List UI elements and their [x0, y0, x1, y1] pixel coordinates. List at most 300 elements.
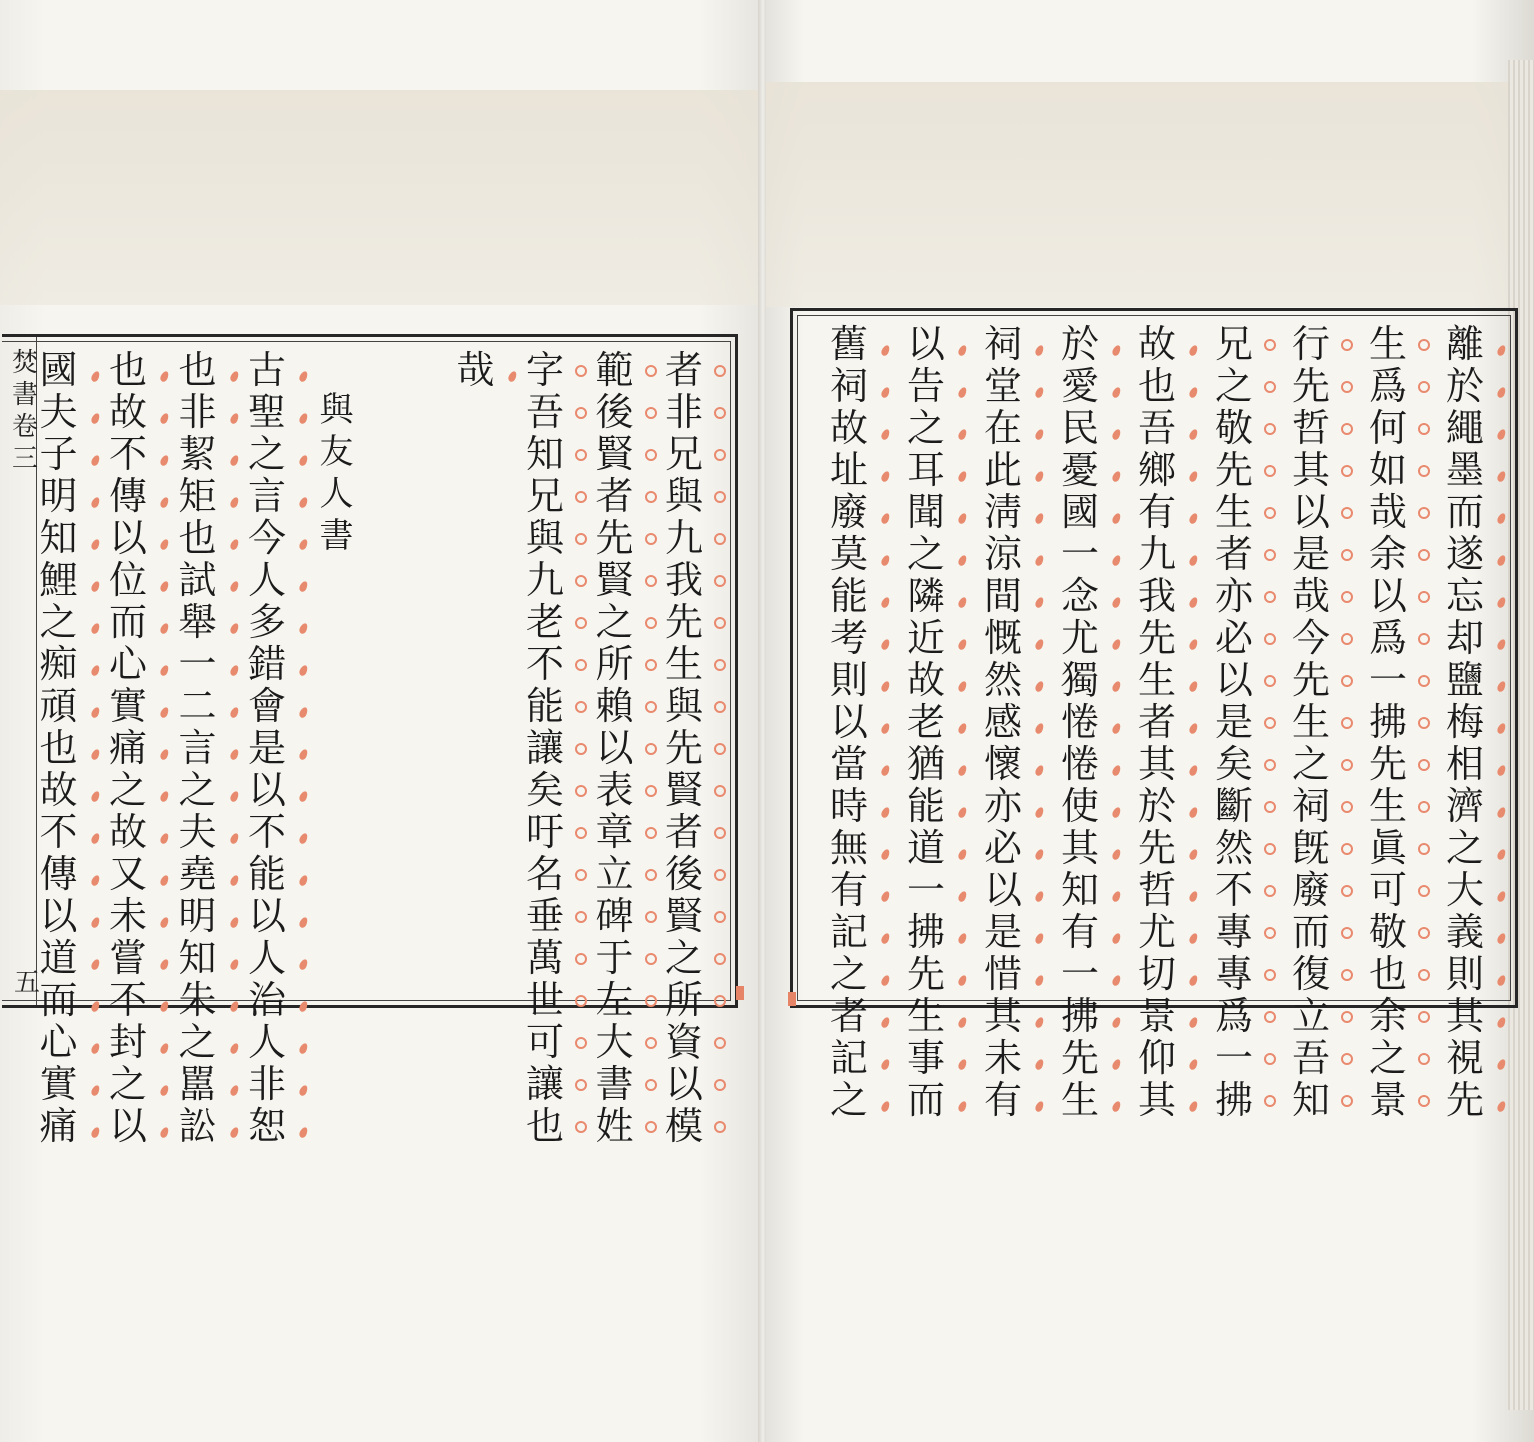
text-char: 兄	[1212, 325, 1256, 367]
text-char: 故	[106, 393, 150, 435]
text-char: 廢	[827, 493, 871, 535]
text-char: 哲	[1289, 409, 1333, 451]
text-char: 以	[1366, 577, 1410, 619]
text-char: 懷	[981, 745, 1025, 787]
text-char: 以	[827, 703, 871, 745]
text-char: 近	[904, 619, 948, 661]
text-char	[315, 351, 359, 393]
text-char: 會	[245, 687, 289, 729]
text-char: 何	[1366, 409, 1410, 451]
text-char: 先	[662, 729, 706, 771]
text-char: 必	[1212, 619, 1256, 661]
text-char: 故	[37, 771, 81, 813]
text-char: 我	[662, 561, 706, 603]
text-char: 其	[1135, 745, 1179, 787]
text-char: 使	[1058, 787, 1102, 829]
text-char: 而	[1289, 913, 1333, 955]
text-column	[1212, 322, 1256, 1123]
text-char: 於	[1058, 325, 1102, 367]
text-char: 者	[1135, 703, 1179, 745]
text-char: 以	[662, 1065, 706, 1107]
text-char: 則	[1443, 955, 1487, 997]
text-char: 實	[37, 1065, 81, 1107]
text-char: 知	[1058, 871, 1102, 913]
text-char: 先	[1058, 1039, 1102, 1081]
text-char: 不	[106, 981, 150, 1023]
text-char: 隣	[904, 577, 948, 619]
text-char: 先	[662, 603, 706, 645]
text-char: 斷	[1212, 787, 1256, 829]
text-char: 賢	[662, 771, 706, 813]
text-char: 於	[1443, 367, 1487, 409]
text-column	[176, 348, 220, 1149]
text-char: 心	[106, 645, 150, 687]
text-char: 也	[1135, 367, 1179, 409]
text-char: 之	[106, 771, 150, 813]
text-char: 能	[523, 687, 567, 729]
text-char: 封	[106, 1023, 150, 1065]
text-char: 其	[1289, 451, 1333, 493]
text-char: 一	[1212, 1039, 1256, 1081]
text-char: 之	[904, 409, 948, 451]
text-char: 讓	[523, 729, 567, 771]
center-title-char: 三	[12, 444, 39, 474]
text-char: 生	[1212, 493, 1256, 535]
text-char: 涼	[981, 535, 1025, 577]
text-char: 書	[319, 516, 354, 556]
left-page	[0, 0, 760, 1442]
text-char: 不	[1212, 871, 1256, 913]
text-char: 是	[981, 913, 1025, 955]
text-char: 實	[106, 687, 150, 729]
text-char: 先	[1289, 661, 1333, 703]
text-char: 無	[827, 829, 871, 871]
text-char: 朱	[176, 981, 220, 1023]
text-char: 絜	[176, 435, 220, 477]
text-char: 惓	[1058, 745, 1102, 787]
text-char: 人	[245, 561, 289, 603]
text-char: 子	[37, 435, 81, 477]
text-char: 先	[593, 519, 637, 561]
text-char: 與	[319, 390, 354, 430]
text-char: 惓	[1058, 703, 1102, 745]
block-center-title	[12, 342, 39, 474]
text-char: 莫	[827, 535, 871, 577]
text-char: 亦	[981, 787, 1025, 829]
text-char: 之	[1212, 367, 1256, 409]
text-char: 亦	[1212, 577, 1256, 619]
text-char: 敬	[1366, 913, 1410, 955]
text-char: 聞	[904, 493, 948, 535]
text-column	[315, 351, 359, 561]
text-char: 先	[1289, 367, 1333, 409]
text-column	[827, 322, 871, 1123]
text-char: 名	[523, 855, 567, 897]
text-char: 有	[981, 1081, 1025, 1123]
text-char: 切	[1135, 955, 1179, 997]
text-char: 非	[245, 1065, 289, 1107]
right-page-frame	[790, 308, 1518, 1122]
text-char: 傳	[106, 477, 150, 519]
text-char: 生	[1366, 787, 1410, 829]
text-char: 慨	[981, 619, 1025, 661]
text-char: 記	[827, 1039, 871, 1081]
text-char: 九	[1135, 535, 1179, 577]
text-char: 範	[593, 351, 637, 393]
text-char: 繩	[1443, 409, 1487, 451]
text-char: 心	[37, 1023, 81, 1065]
text-char: 痛	[37, 1107, 81, 1149]
text-char: 者	[1212, 535, 1256, 577]
text-char: 知	[523, 435, 567, 477]
text-char: 明	[37, 477, 81, 519]
text-char: 立	[1289, 997, 1333, 1039]
text-char: 淸	[981, 493, 1025, 535]
text-char: 能	[827, 577, 871, 619]
text-char: 讓	[523, 1065, 567, 1107]
text-char: 然	[1212, 829, 1256, 871]
text-char: 九	[523, 561, 567, 603]
text-char: 鹽	[1443, 661, 1487, 703]
text-char: 之	[245, 435, 289, 477]
text-char: 則	[827, 661, 871, 703]
text-char: 先	[1212, 451, 1256, 493]
text-char: 明	[176, 897, 220, 939]
red-mark	[788, 992, 796, 1006]
text-char: 惜	[981, 955, 1025, 997]
text-char: 念	[1058, 577, 1102, 619]
text-char: 者	[593, 477, 637, 519]
text-char: 也	[37, 729, 81, 771]
text-char: 老	[904, 703, 948, 745]
text-char: 而	[37, 981, 81, 1023]
text-column	[981, 322, 1025, 1123]
text-column	[1058, 322, 1102, 1123]
text-char: 一	[176, 645, 220, 687]
text-char: 故	[1135, 325, 1179, 367]
text-char: 哲	[1135, 871, 1179, 913]
text-column	[1443, 322, 1487, 1123]
text-char: 之	[37, 603, 81, 645]
text-char: 於	[1135, 787, 1179, 829]
text-column	[106, 348, 150, 1149]
text-char: 吁	[523, 813, 567, 855]
text-char: 有	[1135, 493, 1179, 535]
text-char: 治	[245, 981, 289, 1023]
text-char: 其	[1058, 829, 1102, 871]
text-char: 爲	[1366, 367, 1410, 409]
text-char: 有	[827, 871, 871, 913]
text-column	[1366, 322, 1410, 1123]
text-char: 其	[1135, 1081, 1179, 1123]
text-char: 者	[827, 997, 871, 1039]
text-char: 書	[593, 1065, 637, 1107]
text-char: 堂	[981, 367, 1025, 409]
text-column	[37, 348, 81, 1149]
text-char: 離	[1443, 325, 1487, 367]
text-column	[454, 348, 498, 393]
text-char: 生	[1366, 325, 1410, 367]
text-char: 字	[523, 351, 567, 393]
text-char: 也	[176, 351, 220, 393]
text-char: 而	[1443, 493, 1487, 535]
text-char: 憂	[1058, 451, 1102, 493]
text-char: 未	[106, 897, 150, 939]
text-char: 愛	[1058, 367, 1102, 409]
text-char: 生	[904, 997, 948, 1039]
text-char: 道	[904, 829, 948, 871]
text-char: 與	[662, 477, 706, 519]
text-char: 碑	[593, 897, 637, 939]
text-column	[1289, 322, 1333, 1123]
text-char: 矣	[523, 771, 567, 813]
text-char: 矩	[176, 477, 220, 519]
text-char: 一	[1058, 955, 1102, 997]
text-char: 也	[106, 351, 150, 393]
text-char: 資	[662, 1023, 706, 1065]
text-char: 古	[245, 351, 289, 393]
text-char: 之	[176, 1023, 220, 1065]
text-char: 間	[981, 577, 1025, 619]
text-char: 國	[37, 351, 81, 393]
text-char: 之	[106, 1065, 150, 1107]
text-char: 其	[1443, 997, 1487, 1039]
text-char: 先	[1135, 829, 1179, 871]
text-char: 世	[523, 981, 567, 1023]
text-char: 行	[1289, 325, 1333, 367]
text-column	[904, 322, 948, 1123]
text-char: 所	[593, 645, 637, 687]
text-char: 以	[1212, 661, 1256, 703]
text-column	[662, 348, 706, 1149]
text-char: 賢	[593, 561, 637, 603]
text-char: 祠	[827, 367, 871, 409]
text-char: 者	[662, 351, 706, 393]
text-char: 以	[106, 519, 150, 561]
text-char: 址	[827, 451, 871, 493]
text-char: 吾	[1289, 1039, 1333, 1081]
text-char: 爲	[1212, 997, 1256, 1039]
text-char: 傳	[37, 855, 81, 897]
text-char: 一	[1058, 535, 1102, 577]
text-char: 之	[662, 939, 706, 981]
text-char: 耳	[904, 451, 948, 493]
text-char: 痛	[106, 729, 150, 771]
text-char: 是	[1289, 535, 1333, 577]
text-char: 夫	[37, 393, 81, 435]
text-char: 其	[981, 997, 1025, 1039]
text-char: 萬	[523, 939, 567, 981]
text-char: 未	[981, 1039, 1025, 1081]
text-char: 矣	[1212, 745, 1256, 787]
text-char: 故	[106, 813, 150, 855]
text-char: 如	[1366, 451, 1410, 493]
text-char: 賢	[593, 435, 637, 477]
text-char: 嚚	[176, 1065, 220, 1107]
text-char: 梅	[1443, 703, 1487, 745]
text-char: 之	[827, 1081, 871, 1123]
text-char: 事	[904, 1039, 948, 1081]
text-char: 知	[176, 939, 220, 981]
text-char: 民	[1058, 409, 1102, 451]
text-char: 之	[1366, 1039, 1410, 1081]
text-char: 以	[245, 771, 289, 813]
text-char: 遂	[1443, 535, 1487, 577]
text-char: 賴	[593, 687, 637, 729]
text-char: 錯	[245, 645, 289, 687]
text-char: 哉	[1366, 493, 1410, 535]
text-char: 兄	[523, 477, 567, 519]
text-char: 之	[827, 955, 871, 997]
text-char: 拂	[904, 913, 948, 955]
text-char: 今	[245, 519, 289, 561]
text-char: 賢	[662, 897, 706, 939]
text-char: 非	[176, 393, 220, 435]
paper-stain	[766, 82, 1534, 307]
text-char: 又	[106, 855, 150, 897]
text-char: 仰	[1135, 1039, 1179, 1081]
text-char: 猶	[904, 745, 948, 787]
text-char: 祠	[981, 325, 1025, 367]
text-char: 也	[1366, 955, 1410, 997]
text-char: 專	[1212, 913, 1256, 955]
text-char: 鄉	[1135, 451, 1179, 493]
text-char: 是	[1212, 703, 1256, 745]
text-char: 位	[106, 561, 150, 603]
text-char: 言	[176, 729, 220, 771]
text-char: 拂	[1366, 703, 1410, 745]
text-char: 者	[662, 813, 706, 855]
text-char: 也	[523, 1107, 567, 1149]
text-char: 所	[662, 981, 706, 1023]
text-char: 以	[245, 897, 289, 939]
text-char: 爲	[1366, 619, 1410, 661]
text-char: 試	[176, 561, 220, 603]
text-char: 拂	[1058, 997, 1102, 1039]
text-char: 恕	[245, 1107, 289, 1149]
text-char: 之	[1289, 745, 1333, 787]
text-char: 以	[593, 729, 637, 771]
text-char: 人	[245, 1023, 289, 1065]
text-char: 垂	[523, 897, 567, 939]
text-char: 九	[662, 519, 706, 561]
text-char: 專	[1212, 955, 1256, 997]
text-char: 哉	[1289, 577, 1333, 619]
text-char: 二	[176, 687, 220, 729]
text-char: 國	[1058, 493, 1102, 535]
right-page	[766, 0, 1534, 1442]
text-char: 老	[523, 603, 567, 645]
text-char: 祠	[1289, 787, 1333, 829]
text-char: 之	[593, 603, 637, 645]
text-column	[593, 348, 637, 1149]
text-char: 先	[1443, 1081, 1487, 1123]
text-char: 旣	[1289, 829, 1333, 871]
text-char: 模	[662, 1107, 706, 1149]
text-char: 以	[904, 325, 948, 367]
text-char: 知	[37, 519, 81, 561]
text-char: 夫	[176, 813, 220, 855]
text-char: 聖	[245, 393, 289, 435]
text-char: 道	[37, 939, 81, 981]
text-char: 之	[904, 535, 948, 577]
text-char: 余	[1366, 535, 1410, 577]
text-char: 先	[904, 955, 948, 997]
text-char: 考	[827, 619, 871, 661]
text-char: 與	[523, 519, 567, 561]
text-char: 頑	[37, 687, 81, 729]
text-char: 不	[523, 645, 567, 687]
text-char: 嘗	[106, 939, 150, 981]
text-char: 鯉	[37, 561, 81, 603]
text-char: 也	[176, 519, 220, 561]
text-char: 姓	[593, 1107, 637, 1149]
text-char: 于	[593, 939, 637, 981]
text-char: 生	[662, 645, 706, 687]
text-char: 廢	[1289, 871, 1333, 913]
text-char: 尤	[1058, 619, 1102, 661]
text-char: 先	[1135, 619, 1179, 661]
text-char: 余	[1366, 997, 1410, 1039]
center-title-char: 焚	[12, 348, 39, 378]
text-char: 以	[106, 1107, 150, 1149]
text-char: 敬	[1212, 409, 1256, 451]
text-char: 故	[904, 661, 948, 703]
text-char: 告	[904, 367, 948, 409]
text-char: 不	[245, 813, 289, 855]
text-column	[1135, 322, 1179, 1123]
text-char: 不	[37, 813, 81, 855]
text-char: 必	[981, 829, 1025, 871]
text-char: 我	[1135, 577, 1179, 619]
text-char: 人	[319, 474, 354, 514]
red-mark	[736, 986, 744, 1000]
text-char: 先	[1366, 745, 1410, 787]
text-char: 後	[593, 393, 637, 435]
text-char: 拂	[1212, 1081, 1256, 1123]
text-char: 有	[1058, 913, 1102, 955]
text-char: 哉	[454, 351, 498, 393]
text-char: 以	[1289, 493, 1333, 535]
text-char: 非	[662, 393, 706, 435]
text-char: 友	[319, 432, 354, 472]
text-char: 左	[593, 981, 637, 1023]
text-char: 知	[1289, 1081, 1333, 1123]
text-char: 吾	[1135, 409, 1179, 451]
left-page-frame	[2, 334, 738, 1148]
text-char: 一	[1366, 661, 1410, 703]
text-char: 生	[1289, 703, 1333, 745]
text-char: 舉	[176, 603, 220, 645]
text-char: 堯	[176, 855, 220, 897]
text-char: 立	[593, 855, 637, 897]
text-char: 景	[1135, 997, 1179, 1039]
text-char: 感	[981, 703, 1025, 745]
text-char: 能	[245, 855, 289, 897]
text-char: 時	[827, 787, 871, 829]
text-column	[245, 348, 289, 1149]
text-char: 後	[662, 855, 706, 897]
text-char: 當	[827, 745, 871, 787]
text-char: 兄	[662, 435, 706, 477]
text-char: 訟	[176, 1107, 220, 1149]
text-char: 此	[981, 451, 1025, 493]
text-char: 忘	[1443, 577, 1487, 619]
text-char: 可	[1366, 871, 1410, 913]
text-char: 可	[523, 1023, 567, 1065]
text-char: 吾	[523, 393, 567, 435]
text-char: 大	[593, 1023, 637, 1065]
